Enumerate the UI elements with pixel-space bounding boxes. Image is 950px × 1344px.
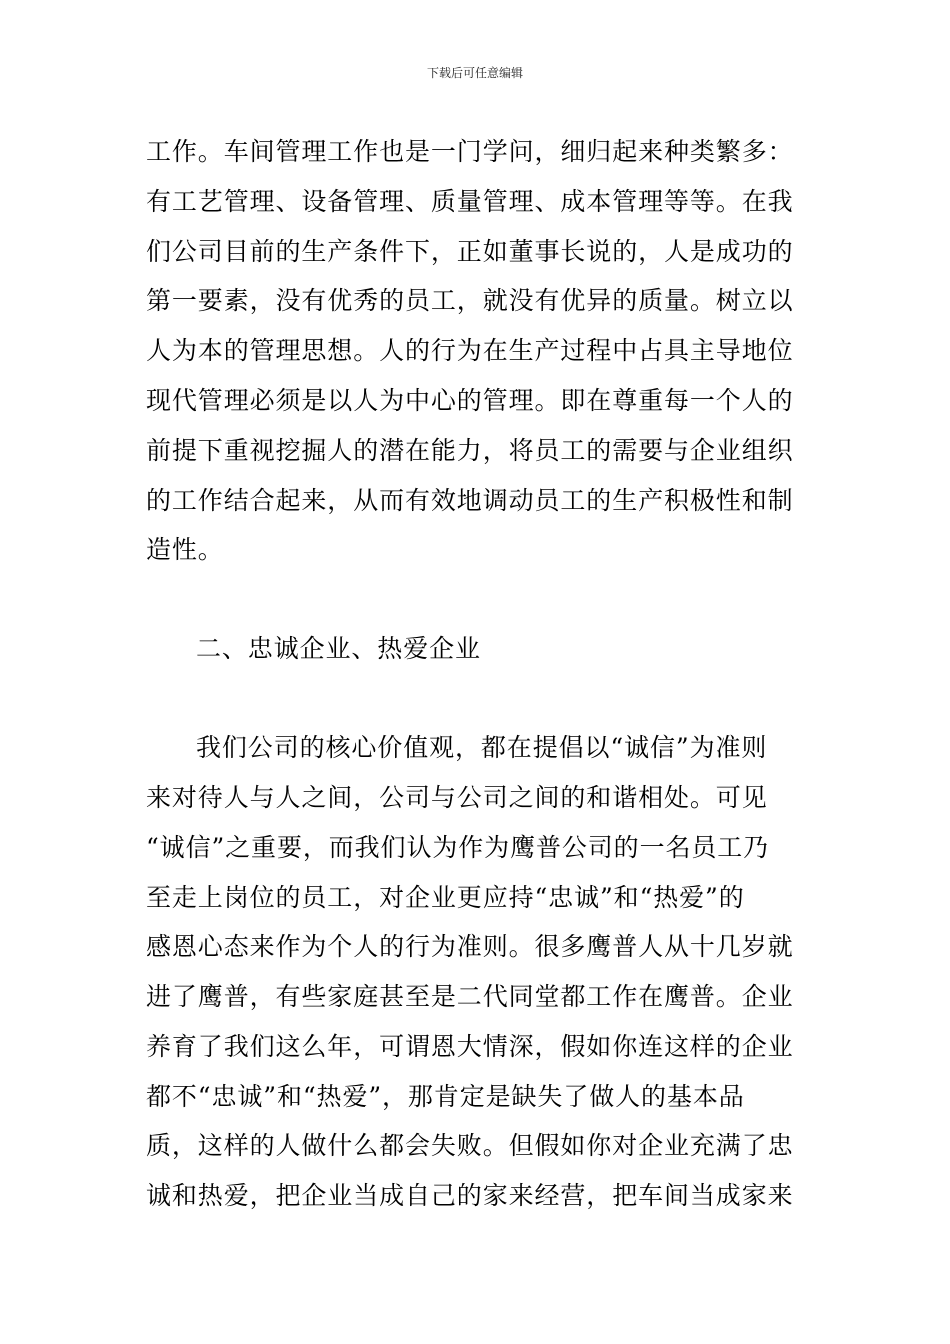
- section-heading: 二、忠诚企业、热爱企业: [196, 634, 481, 663]
- paragraph-line: 感恩心态来作为个人的行为准则。很多鹰普人从十几岁就: [146, 932, 794, 961]
- paragraph-line: 诚和热爱，把企业当成自己的家来经营，把车间当成家来: [146, 1181, 794, 1210]
- paragraph-line: 的工作结合起来，从而有效地调动员工的生产积极性和制: [146, 486, 794, 515]
- paragraph-line: 现代管理必须是以人为中心的管理。即在尊重每一个人的: [146, 386, 794, 415]
- paragraph-line: 们公司目前的生产条件下，正如董事长说的，人是成功的: [146, 237, 794, 266]
- paragraph-line: 质，这样的人做什么都会失败。但假如你对企业充满了忠: [146, 1131, 794, 1160]
- paragraph-line: 都不“忠诚”和“热爱”，那肯定是缺失了做人的基本品: [146, 1082, 745, 1111]
- paragraph-line: 来对待人与人之间，公司与公司之间的和谐相处。可见: [146, 783, 768, 812]
- paragraph-line: 养育了我们这么年，可谓恩大情深，假如你连这样的企业: [146, 1032, 794, 1061]
- paragraph-line: 第一要素，没有优秀的员工，就没有优异的质量。树立以: [146, 286, 794, 315]
- paragraph-line: 造性。: [146, 535, 224, 564]
- paragraph-line: 前提下重视挖掘人的潜在能力，将员工的需要与企业组织: [146, 436, 794, 465]
- paragraph-line: 进了鹰普，有些家庭甚至是二代同堂都工作在鹰普。企业: [146, 982, 794, 1011]
- paragraph-line: 工作。车间管理工作也是一门学问，细归起来种类繁多：: [146, 137, 794, 166]
- paragraph-line: “诚信”之重要，而我们认为作为鹰普公司的一名员工乃: [146, 833, 770, 862]
- header-note: 下载后可任意编辑: [426, 66, 523, 80]
- paragraph-line: 至走上岗位的员工，对企业更应持“忠诚”和“热爱”的: [146, 883, 745, 912]
- paragraph-line: 有工艺管理、设备管理、质量管理、成本管理等等。在我: [146, 187, 794, 216]
- paragraph-line: 我们公司的核心价值观，都在提倡以“诚信”为准则: [196, 733, 768, 762]
- paragraph-line: 人为本的管理思想。人的行为在生产过程中占具主导地位: [146, 336, 794, 365]
